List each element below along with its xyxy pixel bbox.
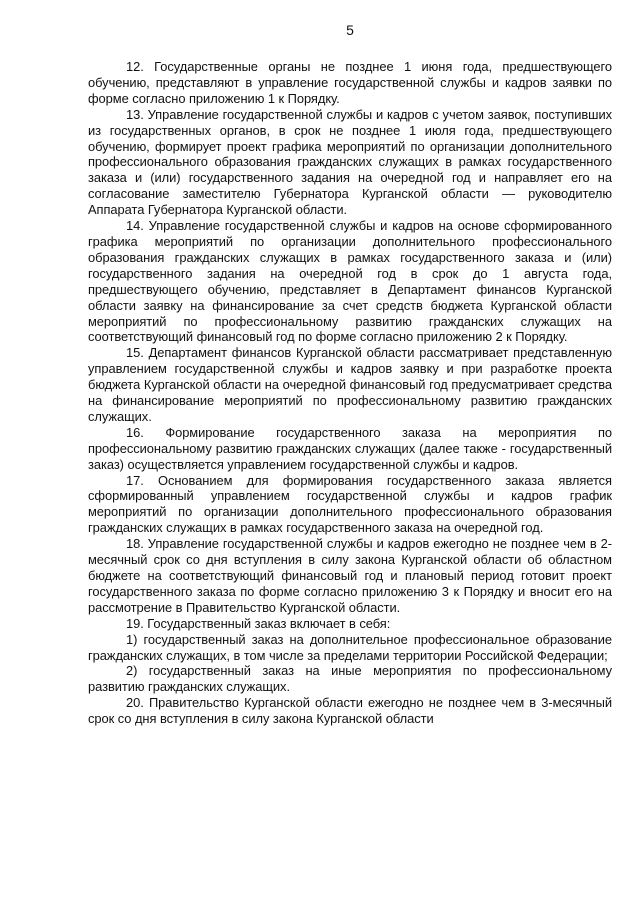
paragraph-16: 16. Формирование государственного заказа на мероприятия по профессиональному развитию гражданских служащих (далее также - государственный заказ) осуществляется управлением государственной службы и кадров. bbox=[88, 424, 612, 472]
paragraph-14: 14. Управление государственной службы и кадров на основе сформированного графика мероприятий по организации дополнительного профессионального образования гражданских служащих в рамках государственного заказа и (или) государственного задания на очередной год в срок до 1 августа года, предшествующего обучению, представляет в Департамент финансов Курганской области заявку на финансирование за счет средств бюджета Курганской области мероприятий по профессиональному развитию гражданских служащих на соответствующий финансовый год по форме согласно приложению 2 к Порядку. bbox=[88, 218, 612, 345]
paragraph-12: 12. Государственные органы не позднее 1 июня года, предшествующего обучению, представляют в управление государственной службы и кадров заявки по форме согласно приложению 1 к Порядку. bbox=[88, 59, 612, 106]
paragraph-13: 13. Управление государственной службы и кадров с учетом заявок, поступивших из государственных органов, в срок не позднее 1 июля года, предшествующего обучению, формирует проект графика мероприятий по организации дополнительного профессионального образования гражданских служащих в рамках государственного заказа и (или) государственного задания на очередной год и направляет его на согласование заместителю Губернатора Курганской области — руководителю Аппарата Губернатора Курганской области. bbox=[88, 106, 612, 218]
document-page bbox=[88, 22, 612, 727]
list-item-19-1: 1) государственный заказ на дополнительное профессиональное образование гражданских служащих, в том числе за пределами территории Российской Федерации; bbox=[88, 631, 612, 663]
paragraph-19: 19. Государственный заказ включает в себя: bbox=[126, 615, 391, 631]
paragraph-18: 18. Управление государственной службы и кадров ежегодно не позднее чем в 2-месячный срок со дня вступления в силу закона Курганской области об областном бюджете на соответствующий финансовый год и плановый период готовит проект государственного заказа по форме согласно приложению 3 к Порядку и вносит его на рассмотрение в Правительство Курганской области. bbox=[88, 536, 612, 615]
page-number: 5 bbox=[346, 22, 354, 38]
list-item-19-2: 2) государственный заказ на иные мероприятия по профессиональному развитию гражданских служащих. bbox=[88, 663, 612, 695]
document-body bbox=[88, 59, 612, 727]
paragraph-20: 20. Правительство Курганской области ежегодно не позднее чем в 3-месячный срок со дня вступления в силу закона Курганской области bbox=[88, 695, 612, 727]
paragraph-15: 15. Департамент финансов Курганской области рассматривает представленную управлением государственной службы и кадров заявку и при разработке проекта бюджета Курганской области на очередной финансовый год предусматривает средства на финансирование мероприятий по профессиональному развитию гражданских служащих. bbox=[88, 345, 612, 424]
paragraph-17: 17. Основанием для формирования государственного заказа является сформированный управлением государственной службы и кадров график мероприятий по организации дополнительного профессионального образования гражданских служащих в рамках государственного заказа на очередной год. bbox=[88, 472, 612, 536]
